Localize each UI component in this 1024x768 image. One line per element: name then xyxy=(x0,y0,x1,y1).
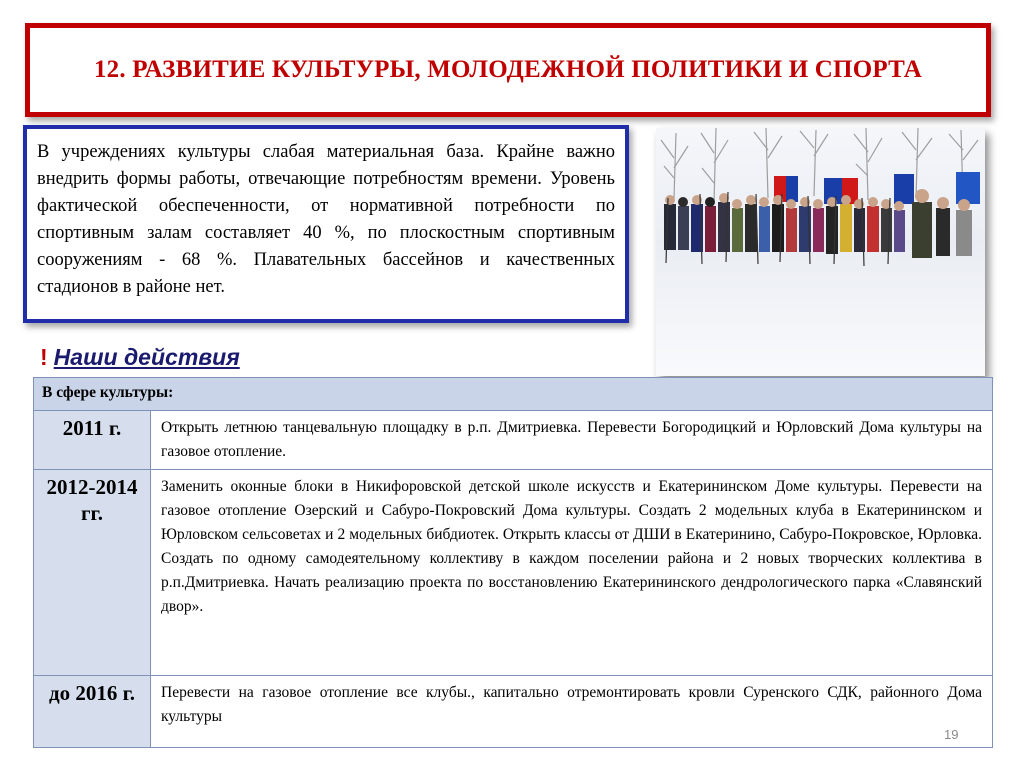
row-text: Открыть летнюю танцевальную площадку в р.п. Дмитриевка. Перевести Богородицкий и Юрловский Дома культуры на газовое отопление. xyxy=(151,411,993,470)
slide-title: 12. РАЗВИТИЕ КУЛЬТУРЫ, МОЛОДЕЖНОЙ ПОЛИТИКИ И СПОРТА xyxy=(93,56,923,83)
table-section-title: В сфере культуры: xyxy=(34,378,993,411)
row-year: 2011 г. xyxy=(34,411,151,470)
row-year: 2012-2014 гг. xyxy=(34,470,151,676)
skiers-photo-illustration xyxy=(656,128,985,376)
page-number: 19 xyxy=(944,727,959,742)
table-section-row xyxy=(34,378,993,411)
skiers-photo xyxy=(656,128,985,376)
table-row xyxy=(34,470,993,676)
actions-heading-text: Наши действия xyxy=(53,344,240,370)
table-row xyxy=(34,676,993,748)
exclamation-mark: ! xyxy=(40,344,48,370)
plan-table xyxy=(33,377,993,748)
table-row xyxy=(34,411,993,470)
row-text: Перевести на газовое отопление все клубы., капитально отремонтировать кровли Суренского СДК, районного Дома культуры xyxy=(151,676,993,748)
row-year: до 2016 г. xyxy=(34,676,151,748)
row-text: Заменить оконные блоки в Никифоровской детской школе искусств и Екатерининском Доме культуры. Перевести на газовое отопление Озерский и Сабуро-Покровский Дома культуры. Создать 2 модельных клуба в Екатерининском и Юрловском сельсоветах и 2 модельных бибдиотек. Открыть классы от ДШИ в Екатеринино, Сабуро-Покровское, Юрловка. Создать по одному самодеятельному коллективу в каждом поселении района и 2 новых творческих коллектива в р.п.Дмитриевка. Начать реализацию проекта по восстановлению Екатерининского дендрологического парка «Славянский двор». xyxy=(151,470,993,676)
actions-heading xyxy=(40,344,240,371)
intro-text: В учреждениях культуры слабая материальная база. Крайне важно внедрить формы работы, отвечающие потребностям времени. Уровень фактической обеспеченности, от нормативной потребности по спортивным залам составляет 40 %, по плоскостным спортивным сооружениям - 68 %. Плавательных бассейнов и качественных стадионов в районе нет. xyxy=(37,142,615,297)
title-box xyxy=(25,23,991,117)
intro-box xyxy=(23,125,629,323)
